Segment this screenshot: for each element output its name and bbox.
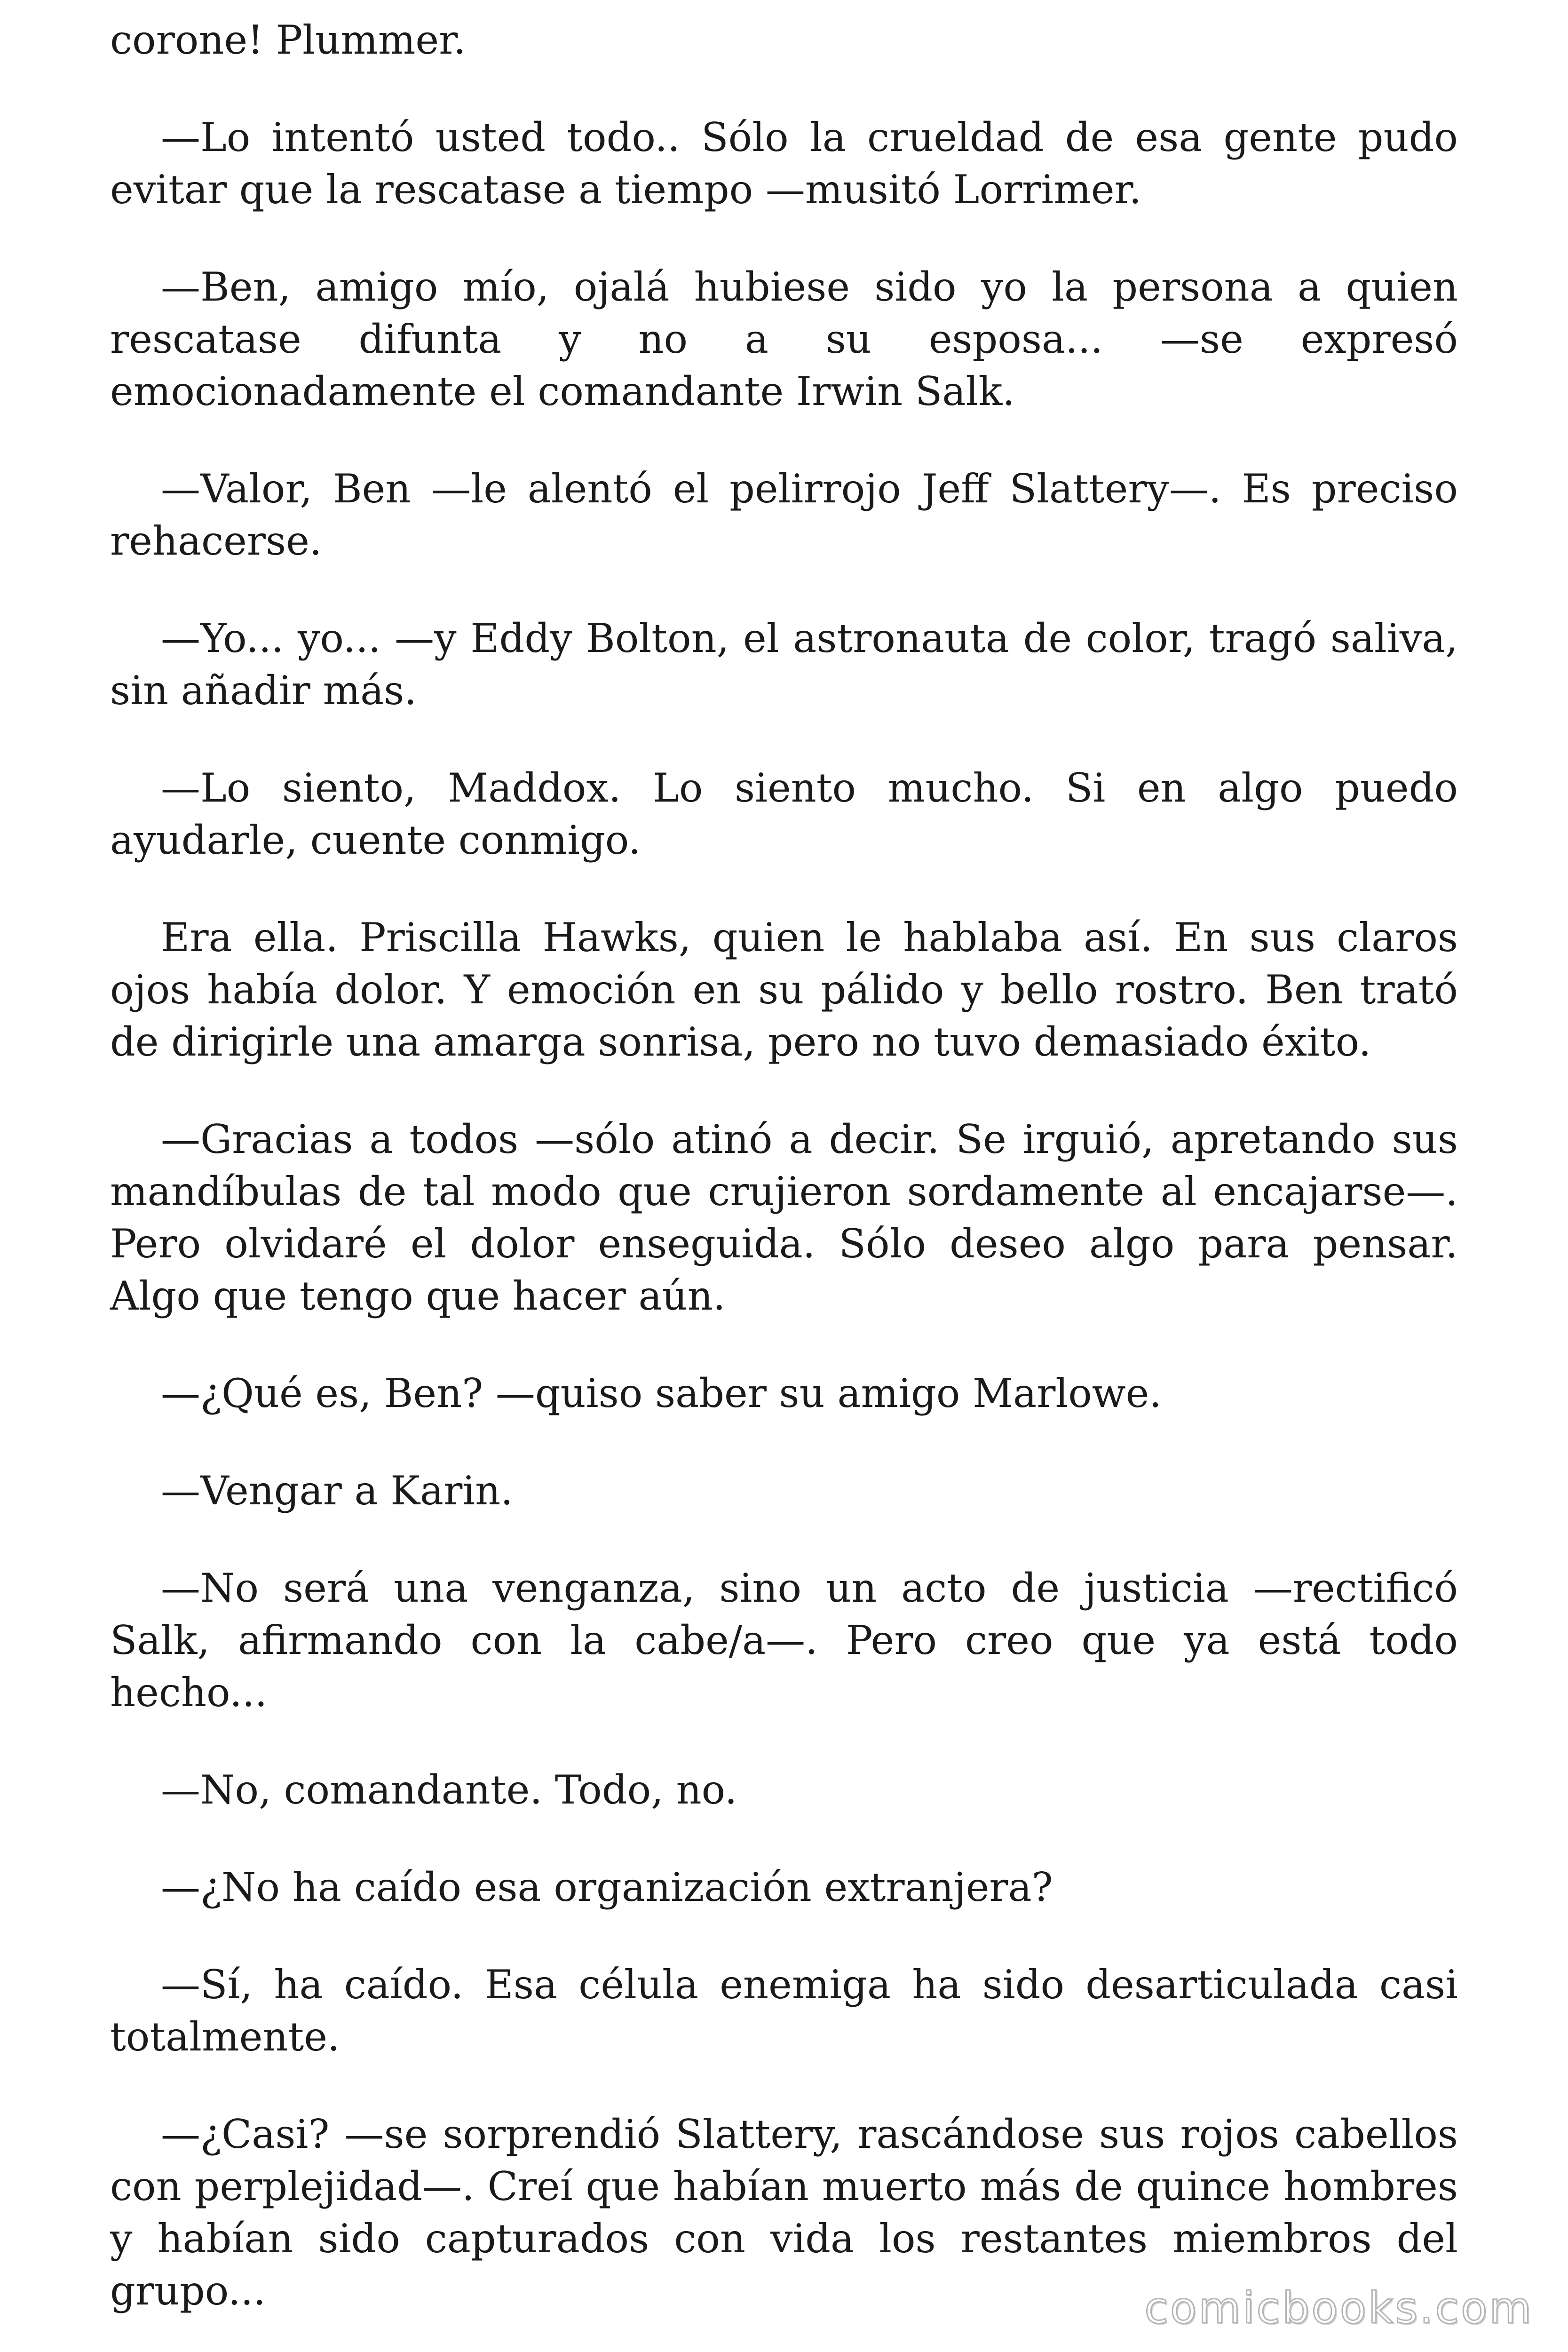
paragraph: —Ben, amigo mío, ojalá hubiese sido yo la persona a quien rescatase difunta y no a su esposa... —se expresó emocionadamente el comandante Irwin Salk.	[110, 264, 1458, 414]
watermark-text: comicbooks.com	[1144, 2283, 1533, 2333]
paragraph: —Yo... yo... —y Eddy Bolton, el astronauta de color, tragó saliva, sin añadir más.	[110, 615, 1458, 714]
paragraph: —Lo siento, Maddox. Lo siento mucho. Si en algo puedo ayudarle, cuente conmigo.	[110, 765, 1458, 863]
book-page	[110, 0, 1458, 2352]
paragraph: —Lo intentó usted todo.. Sólo la crueldad de esa gente pudo evitar que la rescatase a tiempo —musitó Lorrimer.	[110, 114, 1458, 213]
paragraph: —Sí, ha caído. Esa célula enemiga ha sido desarticulada casi totalmente.	[110, 1962, 1458, 2060]
paragraph: —Vengar a Karin.	[161, 1468, 513, 1514]
paragraph: —Valor, Ben —le alentó el pelirrojo Jeff Slattery—. Es preciso rehacerse.	[110, 466, 1458, 564]
paragraph: —¿Casi? —se sorprendió Slattery, rascándose sus rojos cabellos con perplejidad—. Creí que habían muerto más de quince hombres y habían sido capturados con vida los restantes miembros del grupo...	[110, 2111, 1458, 2314]
paragraph-continuation: corone! Plummer.	[110, 17, 466, 63]
paragraph: —Gracias a todos —sólo atinó a decir. Se irguió, apretando sus mandíbulas de tal modo que crujieron sordamente al encajarse—. Pero olvidaré el dolor enseguida. Sólo deseo algo para pensar. Algo que tengo que hacer aún.	[110, 1116, 1458, 1319]
paragraph: —No, comandante. Todo, no.	[161, 1767, 737, 1813]
paragraph: —No será una venganza, sino un acto de justicia —rectificó Salk, afirmando con la cabe/a—. Pero creo que ya está todo hecho...	[110, 1565, 1458, 1716]
paragraph: —¿Qué es, Ben? —quiso saber su amigo Marlowe.	[161, 1370, 1162, 1416]
paragraph: —¿No ha caído esa organización extranjera?	[161, 1864, 1053, 1910]
paragraph: Era ella. Priscilla Hawks, quien le hablaba así. En sus claros ojos había dolor. Y emoción en su pálido y bello rostro. Ben trató de dirigirle una amarga sonrisa, pero no tuvo demasiado éxito.	[110, 914, 1458, 1065]
